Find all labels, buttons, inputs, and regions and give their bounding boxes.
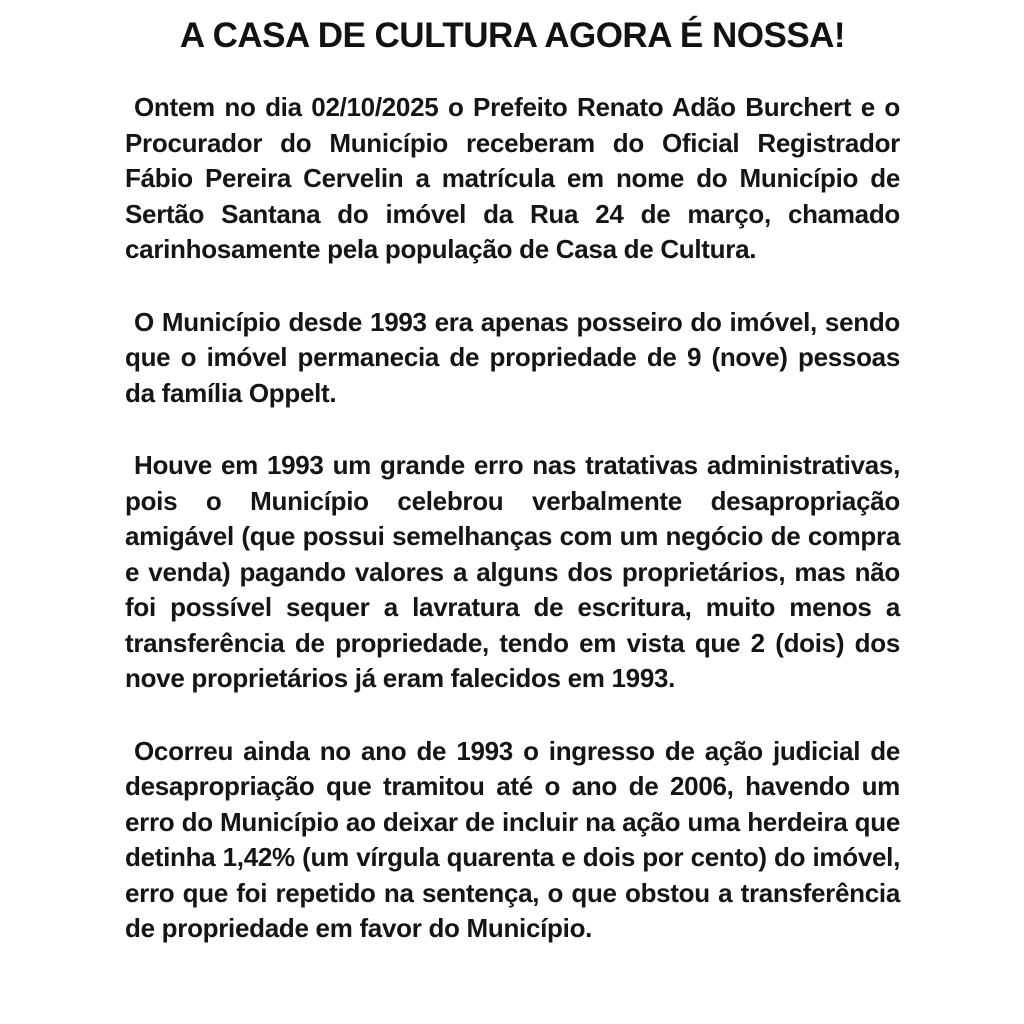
document-title: A CASA DE CULTURA AGORA É NOSSA! bbox=[179, 16, 846, 55]
paragraph-1993-administrative-error: Houve em 1993 um grande erro nas tratativas administrativas, pois o Município celebrou verbalmente desapropriação amigável (que possui semelhanças com um negócio de compra e venda) pagando valores a alguns dos proprietários, mas não foi possível sequer a lavratura de escritura, muito menos a transferência de propriedade, tendo em vista que 2 (dois) dos nove proprietários já eram falecidos em 1993. bbox=[125, 450, 900, 693]
paragraph-possession-since-1993: O Município desde 1993 era apenas posseiro do imóvel, sendo que o imóvel permanecia de propriedade de 9 (nove) pessoas da família Oppelt. bbox=[125, 306, 900, 408]
paragraph-judicial-action: Ocorreu ainda no ano de 1993 o ingresso de ação judicial de desapropriação que tramitou até o ano de 2006, havendo um erro do Município ao deixar de incluir na ação uma herdeira que detinha 1,42% (um vírgula quarenta e dois por cento) do imóvel, erro que foi repetido na sentença, o que obstou a transferência de propriedade em favor do Município. bbox=[125, 735, 900, 943]
paragraph-registration-news: Ontem no dia 02/10/2025 o Prefeito Renato Adão Burchert e o Procurador do Município receberam do Oficial Registrador Fábio Pereira Cervelin a matrícula em nome do Município de Sertão Santana do imóvel da Rua 24 de março, chamado carinhosamente pela população de Casa de Cultura. bbox=[125, 92, 900, 264]
